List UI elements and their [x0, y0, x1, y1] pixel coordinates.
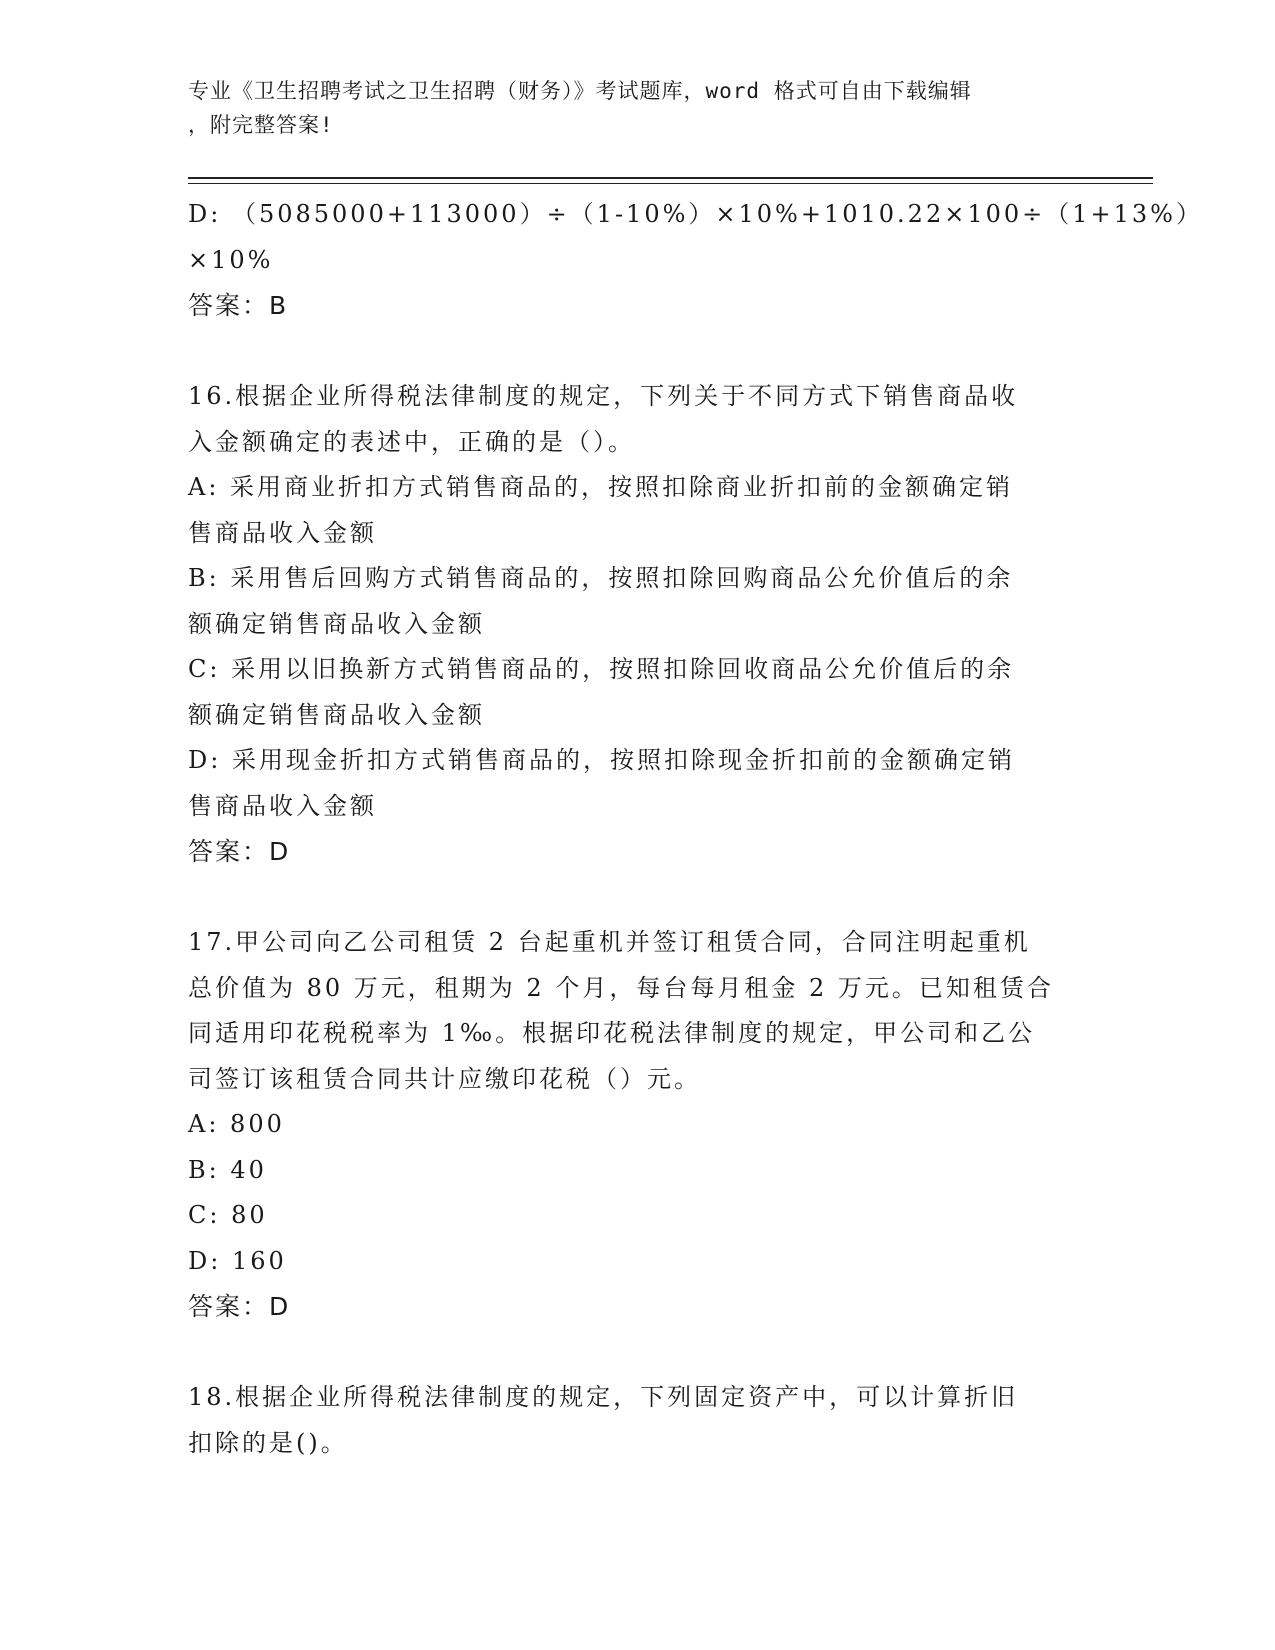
spacer — [188, 875, 1088, 921]
q15-answer: 答案：B — [188, 291, 289, 320]
q17-option-c: C: 80 — [188, 1201, 268, 1229]
q16-option-c-line-2: 额确定销售商品收入金额 — [188, 700, 485, 729]
q17-answer: 答案：D — [188, 1292, 291, 1321]
q16-option-d-line-1: D: 采用现金折扣方式销售商品的，按照扣除现金折扣前的金额确定销 — [188, 746, 1015, 774]
question-16 — [188, 374, 1088, 875]
q16-option-a-line-1: A: 采用商业折扣方式销售商品的，按照扣除商业折扣前的金额确定销 — [188, 473, 1014, 501]
q16-option-b-line-1: B: 采用售后回购方式销售商品的，按照扣除回购商品公允价值后的余 — [188, 564, 1014, 592]
q15-option-d-line-2: ×10% — [188, 245, 274, 274]
q17-stem-line-4: 司签订该租赁合同共计应缴印花税（）元。 — [188, 1064, 701, 1093]
q17-option-b: B: 40 — [188, 1155, 267, 1184]
header-divider-thick — [188, 177, 1153, 179]
q16-stem-line-2: 入金额确定的表述中，正确的是（）。 — [188, 427, 635, 456]
q16-option-a-line-2: 售商品收入金额 — [188, 518, 377, 547]
q16-stem-line-1: 16.根据企业所得税法律制度的规定，下列关于不同方式下销售商品收 — [188, 382, 1019, 410]
question-15 — [188, 192, 1203, 329]
q16-option-d-line-2: 售商品收入金额 — [188, 791, 377, 820]
q17-stem-line-2: 总价值为 80 万元，租期为 2 个月，每台每月租金 2 万元。已知租赁合 — [188, 973, 1054, 1002]
q18-stem-line-1: 18.根据企业所得税法律制度的规定，下列固定资产中，可以计算折旧 — [188, 1383, 1019, 1411]
spacer — [188, 1330, 1088, 1376]
q16-option-b-line-2: 额确定销售商品收入金额 — [188, 609, 485, 638]
question-17 — [188, 920, 1088, 1330]
q16-option-c-line-1: C: 采用以旧换新方式销售商品的，按照扣除回收商品公允价值后的余 — [188, 655, 1015, 683]
q15-option-d-line-1: D: （5085000+113000）÷（1-10%）×10%+1010.22×100÷（1+13%） — [188, 200, 1203, 228]
q18-stem-line-2: 扣除的是()。 — [188, 1428, 348, 1457]
question-content — [188, 192, 1203, 1466]
spacer — [188, 329, 1088, 375]
q17-option-d: D: 160 — [188, 1246, 287, 1275]
q16-answer: 答案：D — [188, 837, 291, 866]
question-18 — [188, 1375, 1088, 1466]
header-title-line-1: 专业《卫生招聘考试之卫生招聘（财务）》考试题库，word 格式可自由下载编辑 — [188, 79, 972, 103]
header-title-line-2: ，附完整答案! — [188, 113, 334, 137]
q17-option-a: A: 800 — [188, 1110, 285, 1138]
q17-stem-line-3: 同适用印花税税率为 1‰。根据印花税法律制度的规定，甲公司和乙公 — [188, 1019, 1036, 1047]
q17-stem-line-1: 17.甲公司向乙公司租赁 2 台起重机并签订租赁合同，合同注明起重机 — [188, 928, 1031, 956]
page-header — [188, 74, 1088, 142]
header-divider-thin — [188, 183, 1153, 184]
